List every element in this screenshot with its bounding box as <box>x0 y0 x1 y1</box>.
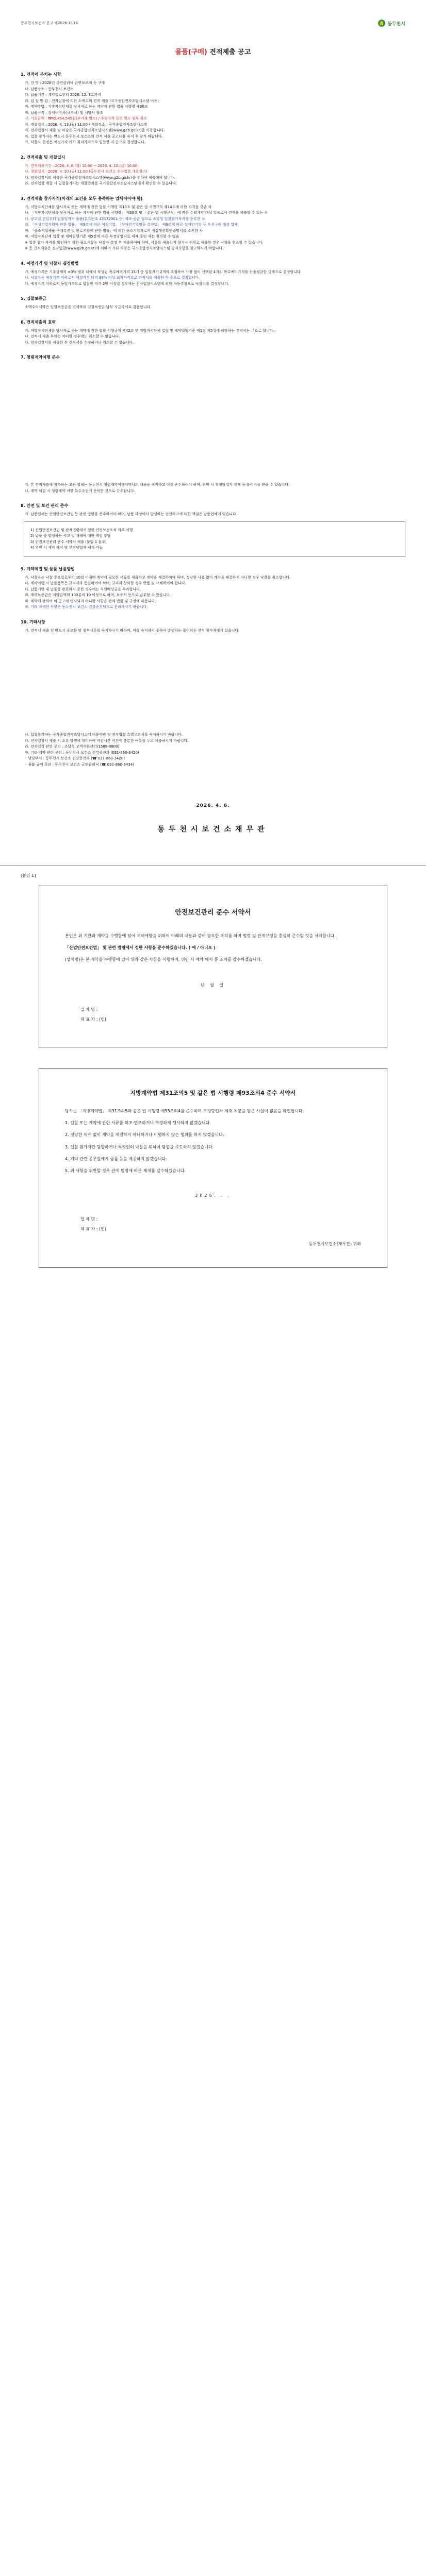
divider <box>0 865 426 866</box>
text-line: 가. 예정가격은 기초금액의 ±3% 범위 내에서 작성된 복수예비가격 15개 중 입찰자가 2개씩 추첨하여 가장 많이 선택된 4개의 복수예비가격을 산술평균한 금액으로 결정합니다. <box>25 269 302 274</box>
form-date: 년 월 일 <box>200 982 226 988</box>
section-heading: 8. 안전 및 보건 관리 준수 <box>21 503 69 508</box>
text-line: 가. 견적서 제출 전 반드시 공고문 및 첨부서류를 숙지하시기 바라며, 이를 숙지하지 못하여 발생하는 불이익은 견적 참가자에게 있습니다. <box>25 628 240 633</box>
contract-law-pledge-form <box>39 1068 387 1268</box>
section-heading: 4. 예정가격 및 낙찰자 결정방법 <box>21 261 79 266</box>
contact-line: ◦ 담당부서 : 동두천시 보건소 건강증진과 (☎ 031-860-3420) <box>25 756 125 760</box>
contact-line: ◦ 물품 규격 문의 : 동두천시 보건소 금연클리닉 (☎ 031-860-3434) <box>25 762 134 767</box>
text-line: 카. 낙찰자 결정은 예정가격 이하 최저가격으로 입찰한 자 순으로 결정합니다. <box>25 140 146 144</box>
text-line: 다. 전자입찰서의 제출은 국가종합전자조달시스템(www.g2b.go.kr)을 통하여 제출해야 합니다. <box>25 175 175 180</box>
signature-block <box>21 803 405 834</box>
form-title: 안전보건관리 준수 서약서 <box>175 909 251 917</box>
form-paragraph: 「산업안전보건법」 및 관련 법령에서 정한 사항을 준수하겠습니다. ( 예 / 아니오 ) <box>65 945 216 951</box>
text-line: 바. 지방자치단체 입찰 및 계약집행기준 제5장에 따른 부정당업자로 제재 중인 자는 참가할 수 없음 <box>25 234 179 239</box>
text-line: 가. 본 견적제출에 참가하는 모든 업체는 동두천시 청렴계약이행서약서의 내용을 숙지하고 이를 준수하여야 하며, 위반 시 부정당업자 제재 등 불이익을 받을 수 있습니다. <box>25 483 290 487</box>
title-rest: 견적제출 공고 <box>207 48 251 56</box>
section10-continued <box>21 732 405 755</box>
pledge-item: 1. 입찰 또는 계약에 관한 서류를 위조·변조하거나 부정하게 행사하지 않겠습니다. <box>65 1121 211 1126</box>
text-line: 마. 계약방법 : 지방자치단체를 당사자로 하는 계약에 관한 법률 시행령 제30조 <box>25 105 148 109</box>
text-line: 나. 입찰참가자는 국가종합전자조달시스템 이용약관 및 전자입찰 특별유의서를 숙지하시기 바랍니다. <box>25 733 183 737</box>
text-line: 라. 계약보증금은 계약금액의 100분의 10 이상으로 하며, 보증서 등으로 납부할 수 있습니다. <box>25 593 171 597</box>
attachment-label: [붙임 1] <box>21 873 36 878</box>
text-line: 라. 전자입찰 관련 문의 : 조달청 고객지원센터(1588-0800) <box>25 744 120 749</box>
title-highlight: 물품(구매) <box>175 48 207 56</box>
section7-continued <box>21 482 405 494</box>
text-line: 가. 지방자치단체를 당사자로 하는 계약에 관한 법률 시행규칙 제42조 및 지방자치단체 입찰 및 계약집행기준 제1장 제5절에 해당하는 견적서는 무효로 합니다. <box>25 328 274 333</box>
text-line: 다. 전자입찰서 제출 시 오류 발생에 대비하여 마감시간 이전에 충분한 여유를 두고 제출하시기 바랍니다. <box>25 738 189 743</box>
form-paragraph: (업체명)은 본 계약을 수행함에 있어 위와 같은 사항을 이행하며, 위반 시 계약 해지 등 조치를 감수하겠습니다. <box>65 957 262 962</box>
text-line: 나. 「지방자치단체를 당사자로 하는 계약에 관한 법률 시행령」 제30조 및 「같은 법 시행규칙」에 따른 수의계약 대상 업체로서 견적을 제출할 수 있는 자 <box>25 211 268 215</box>
text-line: 나. 개찰일시 : 2026. 4. 10.(금) 11:00 (동두천시 보건소 전자입찰 개찰장소) <box>25 170 148 174</box>
notice-sections <box>21 72 405 360</box>
text-line: 가. 지방자치단체를 당사자로 하는 계약에 관한 법률 시행령 제13조 및 같은 법 시행규칙 제14조에 의한 자격을 갖춘 자 <box>25 205 212 209</box>
pledge-item: 2. 정당한 이유 없이 계약을 체결하지 아니하거나 이행하지 않는 행위를 하지 않겠습니다. <box>65 1132 224 1138</box>
text-line: 다. 예정가격 이하로서 동일가격으로 입찰한 자가 2인 이상일 경우에는 전자입찰시스템에 의한 자동추첨으로 낙찰자를 결정합니다. <box>25 281 230 286</box>
text-line: 마. 기타 계약 관련 문의 : 동두천시 보건소 건강증진과 (031-860-3420) <box>25 750 139 755</box>
document-page <box>21 0 405 1268</box>
text-line: 나. 낙찰자는 예정가격 이하로서 예정가격 대비 88% 이상 최저가격으로 견적서를 제출한 자 순으로 결정합니다. <box>25 276 200 280</box>
city-emblem-icon <box>378 20 385 27</box>
form-title: 지방계약법 제31조의5 및 같은 법 시행령 제93조의4 준수 서약서 <box>130 1089 296 1096</box>
notice-date: 2026. 4. 6. <box>196 803 230 808</box>
text-line: 바. 기타 자세한 사항은 동두천시 보건소 건강증진팀으로 문의하시기 바랍니다. <box>25 605 148 609</box>
text-line: ※ 입찰 참가 자격을 확인하기 위한 필요서류는 낙찰자 결정 후 제출하여야 하며, 서류를 제출하지 않거나 허위로 제출한 경우 낙찰을 취소할 수 있습니다. <box>25 240 264 245</box>
page-title <box>21 46 405 56</box>
document-reference: 동두천시보건소 공고 제2026-113호 <box>21 21 79 25</box>
section-heading: 3. 견적제출 참가자격(아래의 요건을 모두 충족하는 업체이어야 함) <box>21 196 143 201</box>
company-name-line: 업 체 명 : <box>80 1217 98 1222</box>
section-heading: 6. 견적제출의 효력 <box>21 319 56 325</box>
contacts <box>21 756 405 767</box>
box-line: 4) 위반 시 계약 해지 및 부정당업자 제재 가능 <box>30 546 103 550</box>
box-line: 2) 납품 중 발생하는 사고 및 재해에 대한 책임 부담 <box>30 534 111 538</box>
ceo-line: 대 표 자 : (인) <box>80 1227 107 1232</box>
text-line: 차. 입찰 참가자는 반드시 동두천시 보건소의 견적 제출 공고내용 숙지 후 참가 바랍니다. <box>25 134 163 139</box>
section9-lines <box>21 575 405 610</box>
text-line: ※ 동 견적제출은 전자입찰(www.g2b.go.kr)에 의하며 기타 사항은 국가종합전자조달시스템 공지사항을 참고하시기 바랍니다. <box>25 246 224 250</box>
company-name-line: 업 체 명 : <box>80 1007 98 1012</box>
safety-pledge-form <box>39 886 387 1047</box>
box-line: 3) 안전보건관리 준수 서약서 제출 (붙임 1 참조) <box>30 539 107 544</box>
issuing-organization: 동두천시보건소재무관 <box>157 825 269 834</box>
form-date: 2026. . . <box>195 1193 231 1198</box>
text-line: 바. 납품규격 : 상세내역서(규격서) 및 시방서 참조 <box>25 110 103 115</box>
box-line: 1) 산업안전보건법 및 관계법령에서 정한 안전보건조치 의무 이행 <box>30 528 133 532</box>
text-line: 아. 개찰일시 : 2026. 4. 13.(월) 11:00 / 개찰장소 : 국가종합전자조달시스템 <box>25 122 148 127</box>
section-heading: 9. 계약체결 및 물품 납품방법 <box>21 566 75 571</box>
section-heading: 2. 견적제출 및 개찰일시 <box>21 155 65 160</box>
section-heading: 7. 청렴계약이행 준수 <box>21 355 60 360</box>
text-line: 소액수의계약은 입찰보증금을 면제하되 입찰보증금 납부 지급각서로 갈음합니다. <box>25 305 152 309</box>
section10-lines <box>21 628 405 634</box>
pledge-items <box>65 1119 361 1175</box>
text-line: 가. 견적제출기간 : 2026. 4. 6.(월) 10:00 ~ 2026. 4. 10.(금) 10:00 <box>25 163 138 168</box>
blank-area <box>21 363 405 482</box>
form-paragraph: 본인은 위 기관과 계약을 수행함에 있어 재해예방을 위하여 아래의 내용과 같이 필요한 조치를 하며 법령 및 관계규정을 충실히 준수할 것을 서약합니다. <box>65 934 336 938</box>
city-logo <box>378 20 405 27</box>
section8-lines <box>21 512 405 517</box>
section-heading: 1. 견적에 부치는 사항 <box>21 72 61 77</box>
pledge-item: 4. 계약 관련 공무원에게 금품 등을 제공하지 않겠습니다. <box>65 1156 167 1161</box>
blank-area <box>21 634 405 732</box>
text-line: 라. 전자입찰 개찰 시 입찰참가자는 개찰결과를 국가종합전자조달시스템에서 확인할 수 있습니다. <box>25 181 177 185</box>
pledge-item: 3. 입찰 참가자간 담합하거나 특정인의 낙찰을 위하여 담합을 주도하지 않겠습니다. <box>65 1144 214 1149</box>
text-line: 다. 공고일 전일부터 입찰일까지 물품(분류번호 42172001 등) 제조·공급 업으로 조달청 입찰참가자격을 등록한 자 <box>25 216 205 221</box>
text-line: 나. 계약이행 시 납품품목은 규격서와 동일하여야 하며, 규격과 상이할 경우 반품 및 교체하여야 합니다. <box>25 581 186 585</box>
text-line: 사. 기초금액 : ₩45,454,545원(부가세 별도) / 추정가격 등은 별도 첨부 참조 <box>25 116 148 121</box>
text-line: 자. 전자입찰서 제출 및 마감은 국가종합전자조달시스템(www.g2b.go.kr)을 이용합니다. <box>25 128 165 132</box>
text-line: 가. 낙찰자는 낙찰 통보일로부터 10일 이내에 계약에 필요한 서류를 제출하고 계약을 체결하여야 하며, 정당한 사유 없이 계약을 체결하지 아니할 경우 낙찰을 취소합니다. <box>25 575 291 580</box>
addressee: 동두천시보건소(재무관) 귀하 <box>308 1242 361 1247</box>
logo-text: 동두천시 <box>387 21 405 27</box>
text-line: 다. 전자입찰서를 제출한 후 견적서를 수정하거나 취소할 수 없습니다. <box>25 340 134 345</box>
section-heading: 10. 기타사항 <box>21 619 45 624</box>
text-line: 가. 건 명 : 2026년 금연클리닉 금연보조제 등 구매 <box>25 81 105 85</box>
form-paragraph: 당사는 「지방계약법」 제31조의5와 같은 법 시행령 제93조의4를 준수하며 부정당업자 제재 처분을 받은 사실이 없음을 확인합니다. <box>65 1108 304 1113</box>
text-line: 마. 계약에 관하여 이 공고에 명시되지 아니한 사항은 관계 법령 및 규정에 따릅니다. <box>25 599 156 603</box>
pledge-item: 5. 위 사항을 위반할 경우 관계 법령에 따른 제재를 감수하겠습니다. <box>65 1168 186 1173</box>
text-line: 라. 「여성기업지원에 관한 법률」 제9조에 따른 여성기업, 「장애인기업활동 촉진법」 제9조에 따른 장애인기업 등 우선구매 대상 업체 <box>25 223 238 227</box>
text-line: 나. 견적서 제출 후에는 어떠한 경우에도 취소할 수 없습니다. <box>25 334 120 338</box>
text-line: 라. 입 찰 방 법 : 전자입찰에 의한 소액수의 견적 제출 (국가종합전자조달시스템 이용) <box>25 98 159 103</box>
text-line: 다. 납품기한 내 납품을 완료하지 못한 경우에는 지연배상금을 부과합니다. <box>25 587 141 591</box>
text-line: 마. 「중소기업제품 구매촉진 및 판로지원에 관한 법률」에 의한 중소기업자로서 직접생산확인증명서를 소지한 자 <box>25 228 203 233</box>
text-line: 가. 납품업체는 산업안전보건법 등 관련 법령을 준수하여야 하며, 납품 과정에서 발생하는 안전사고에 대한 책임은 납품업체에 있습니다. <box>25 512 237 516</box>
text-line: 다. 납품기간 : 계약일로부터 2026. 12. 31.까지 <box>25 93 102 97</box>
header <box>21 0 405 36</box>
text-line: 나. 계약 체결 시 청렴계약 이행 특수조건에 동의한 것으로 간주합니다. <box>25 488 135 493</box>
ceo-line: 대 표 자 : (인) <box>80 1016 107 1022</box>
safety-box <box>24 521 405 557</box>
text-line: 나. 납품장소 : 동두천시 보건소 <box>25 87 74 91</box>
section-heading: 5. 입찰보증금 <box>21 296 47 301</box>
